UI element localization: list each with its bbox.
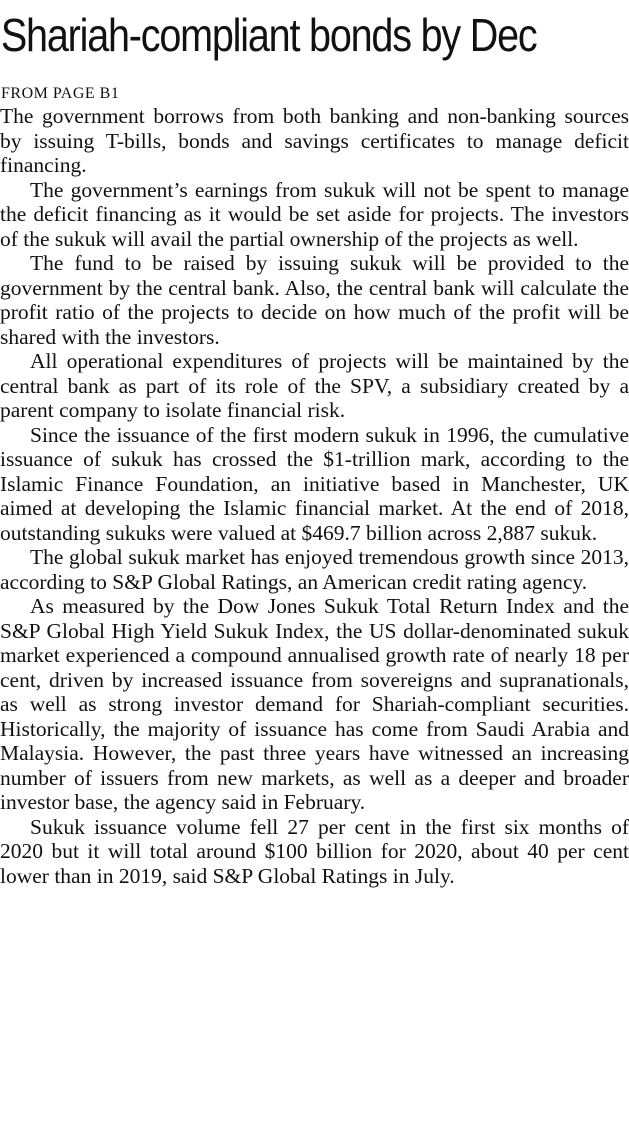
headline: Shariah-compliant bonds by Dec bbox=[0, 9, 537, 61]
paragraph: The global sukuk market has enjoyed tremendous growth since 2013, according to S&P Global Ratings, an American credit rating agency. bbox=[0, 545, 629, 594]
article-body bbox=[0, 104, 629, 888]
paragraph: The fund to be raised by issuing sukuk will be provided to the government by the central bank. Also, the central bank will calculate the profit ratio of the projects to decide on how much of the profit will be shared with the investors. bbox=[0, 251, 629, 349]
paragraph: The government borrows from both banking and non-banking sources by issuing T-bills, bonds and savings certificates to manage deficit financing. bbox=[0, 104, 629, 177]
paragraph: All operational expenditures of projects will be maintained by the central bank as part of its role of the SPV, a subsidiary created by a parent company to isolate financial risk. bbox=[0, 349, 629, 422]
paragraph: As measured by the Dow Jones Sukuk Total Return Index and the S&P Global High Yield Sukuk Index, the US dollar-denominated sukuk market experienced a compound annualised growth rate of nearly 18 per cent, driven by increased issuance from sovereigns and supranationals, as well as strong investor demand for Shariah-compliant securities. Historically, the majority of issuance has come from Saudi Arabia and Malaysia. However, the past three years have witnessed an increasing number of issuers from new markets, as well as a deeper and broader investor base, the agency said in February. bbox=[0, 594, 629, 814]
jump-line: FROM PAGE B1 bbox=[1, 85, 120, 102]
paragraph: Since the issuance of the first modern sukuk in 1996, the cumulative issuance of sukuk has crossed the $1-trillion mark, according to the Islamic Finance Foundation, an initiative based in Manchester, UK aimed at developing the Islamic financial market. At the end of 2018, outstanding sukuks were valued at $469.7 billion across 2,887 sukuk. bbox=[0, 422, 629, 545]
paragraph: The government’s earnings from sukuk will not be spent to manage the deficit financing as it would be set aside for projects. The investors of the sukuk will avail the partial ownership of the projects as well. bbox=[0, 177, 629, 251]
paragraph: Sukuk issuance volume fell 27 per cent in the first six months of 2020 but it will total around $100 billion for 2020, about 40 per cent lower than in 2019, said S&P Global Ratings in July. bbox=[0, 814, 629, 888]
